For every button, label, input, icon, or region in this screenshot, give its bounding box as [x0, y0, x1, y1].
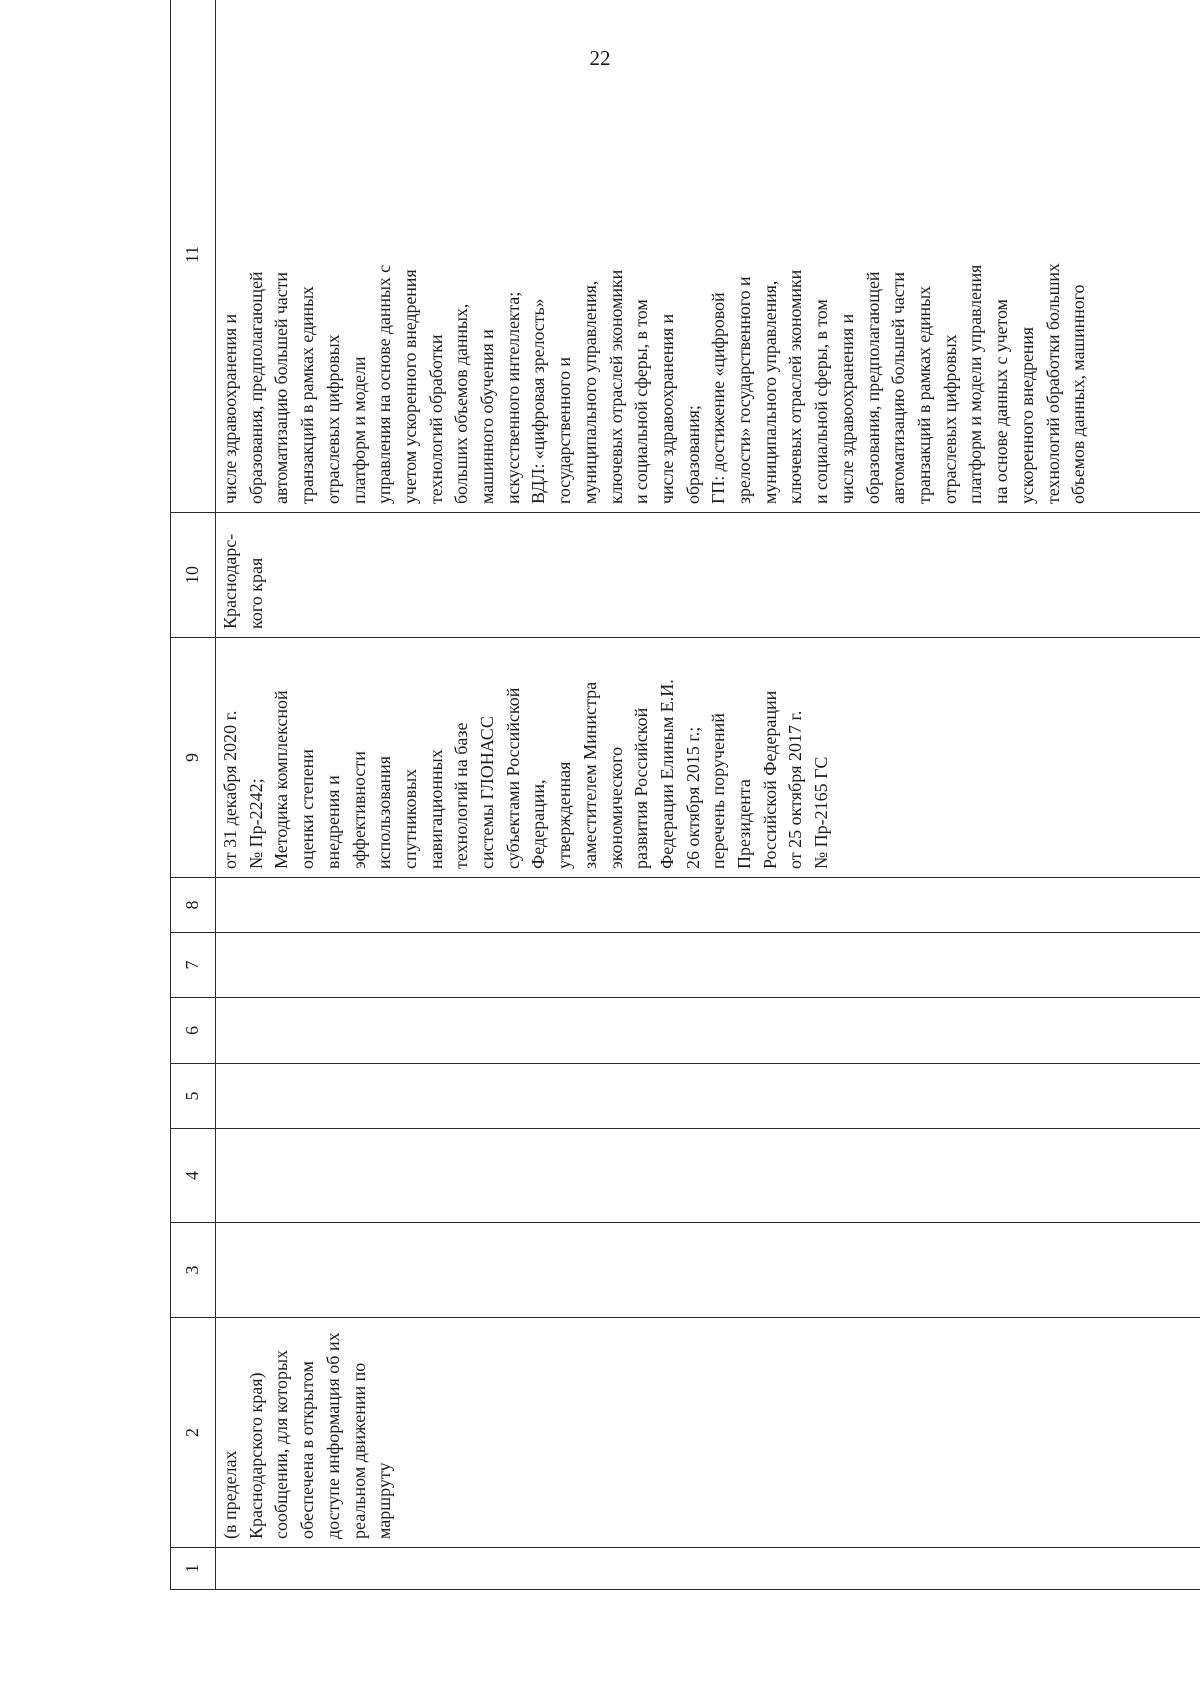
header-col-7: 7 [171, 933, 216, 998]
header-col-10: 10 [171, 513, 216, 638]
cell-col-8 [216, 878, 1200, 933]
header-col-1: 1 [171, 1548, 216, 1590]
header-col-5: 5 [171, 1064, 216, 1129]
cell-col-9: от 31 декабря 2020 г. № Пр-2242; Методика комплексной оценки степени внедрения и эффективности использования спутниковых навигационных технологий на базе системы ГЛОНАСС субъектами Российской Федерации, утвержденная заместителем Министра экономического развития Российской Федерации Елиным Е.И. 26 октября 2015 г.; перечень поручений Президента Российской Федерации от 25 октября 2017 г. № Пр-2165 ГС [216, 638, 1200, 878]
header-col-4: 4 [171, 1129, 216, 1223]
table-row [216, 0, 1200, 1590]
page-number: 22 [589, 46, 611, 70]
header-col-11: 11 [171, 0, 216, 513]
data-table [170, 0, 1200, 1590]
header-col-3: 3 [171, 1223, 216, 1318]
cell-col-7 [216, 933, 1200, 998]
cell-col-1 [216, 1548, 1200, 1590]
header-col-2: 2 [171, 1318, 216, 1548]
rotated-table-wrapper [170, 97, 1200, 1590]
cell-col-5 [216, 1064, 1200, 1129]
cell-col-11: числе здравоохранения и образования, предполагающей автоматизацию большей части транзакций в рамках единых отраслевых цифровых платформ и модели управления на основе данных с учетом ускоренного внедрения технологий обработки больших объемов данных, машинного обучения и искусственного интеллекта; ВДЛ: «цифровая зрелость» государственного и муниципального управления, ключевых отраслей экономики и социальной сферы, в том числе здравоохранения и образования; ГП: достижение «цифровой зрелости» государственного и муниципального управления, ключевых отраслей экономики и социальной сферы, в том числе здравоохранения и образования, предполагающей автоматизацию большей части транзакций в рамках единых отраслевых цифровых платформ и модели управления на основе данных с учетом ускоренного внедрения технологий обработки больших объемов данных, машинного [216, 0, 1200, 513]
header-col-8: 8 [171, 878, 216, 933]
header-row [171, 0, 216, 1590]
header-col-6: 6 [171, 998, 216, 1064]
cell-col-4 [216, 1129, 1200, 1223]
cell-col-2: (в пределах Краснодарского края) сообщении, для которых обеспечена в открытом доступе информация об их реальном движении по маршруту [216, 1318, 1200, 1548]
header-col-9: 9 [171, 638, 216, 878]
cell-col-3 [216, 1223, 1200, 1318]
cell-col-6 [216, 998, 1200, 1064]
cell-col-10: Краснодарс- кого края [216, 513, 1200, 638]
